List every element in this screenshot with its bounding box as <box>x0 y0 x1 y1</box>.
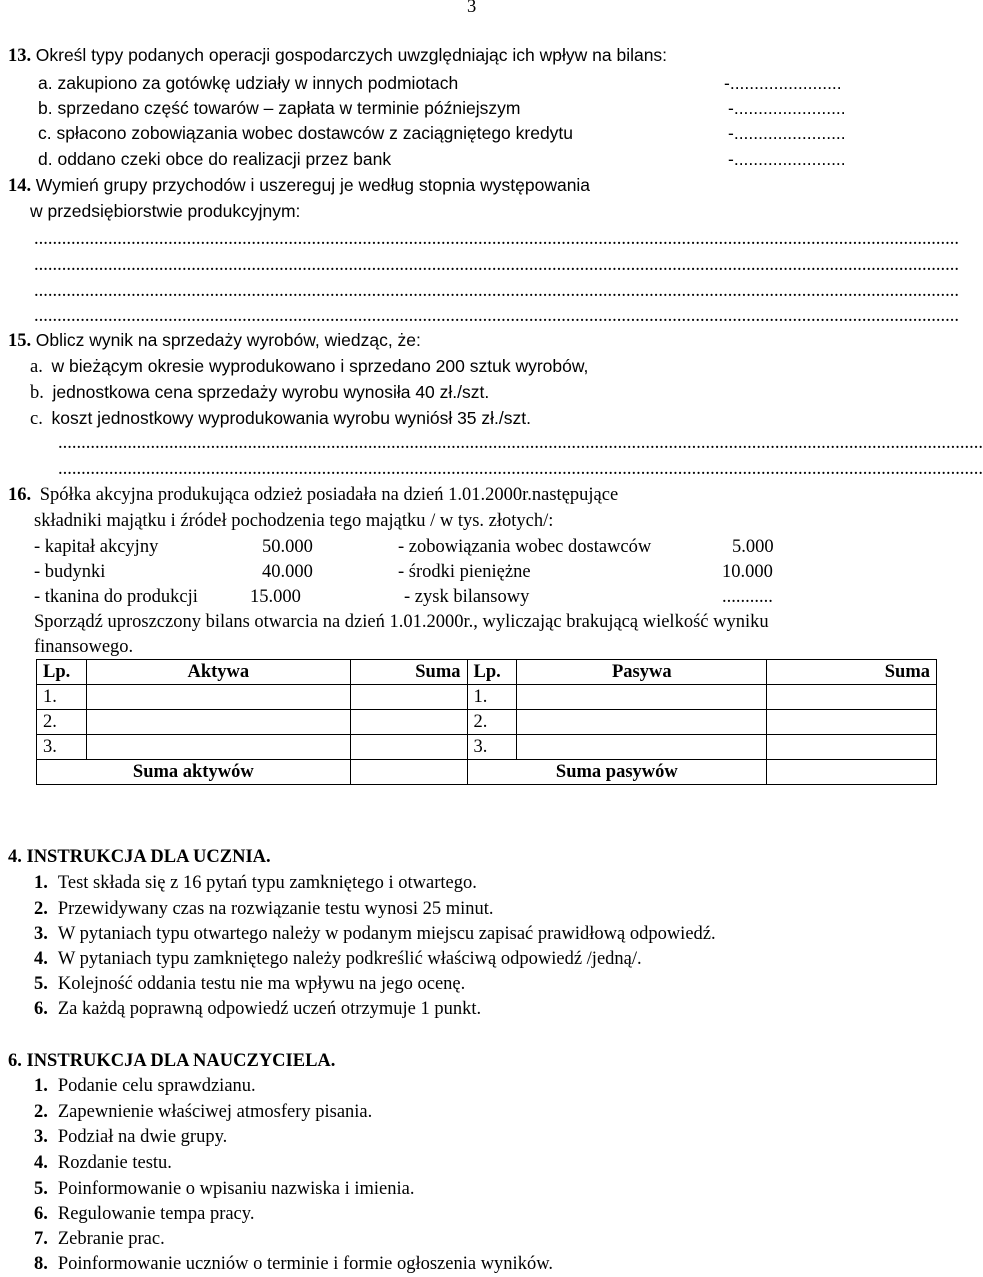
asset-item-label: - budynki <box>34 562 106 582</box>
answer-line: ........................................................................................................................................................................................................ <box>34 306 959 326</box>
header-liabilities: Pasywa <box>517 660 767 685</box>
q13-answer-a: -....................... <box>724 73 842 93</box>
item-number: 3. <box>34 1127 48 1147</box>
item-text: jednostkowa cena sprzedaży wyrobu wynosiła 40 zł./szt. <box>52 382 490 402</box>
item-letter: c. <box>30 409 43 429</box>
table-cell: 2. <box>467 710 517 735</box>
asset-item-label: - kapitał akcyjny <box>34 537 159 557</box>
instruction-item <box>34 1124 227 1150</box>
table-cell: 2. <box>37 710 87 735</box>
table-cell: 1. <box>37 685 87 710</box>
table-row <box>37 735 937 760</box>
table-cell[interactable] <box>767 735 937 760</box>
asset-item-value: 50.000 <box>262 537 313 557</box>
item-number: 5. <box>34 1179 48 1199</box>
header-sum: Suma <box>350 660 467 685</box>
table-row <box>37 710 937 735</box>
instruction-item <box>34 1073 256 1099</box>
item-number: 7. <box>34 1229 48 1249</box>
table-cell[interactable] <box>86 685 350 710</box>
item-number: 1. <box>34 1076 48 1096</box>
question-number: 14. <box>8 176 32 196</box>
table-cell[interactable] <box>350 710 467 735</box>
item-text: W pytaniach typu zamkniętego należy podkreślić właściwą odpowiedź /jedną/. <box>57 949 642 969</box>
table-cell[interactable] <box>517 735 767 760</box>
question-16 <box>8 482 618 508</box>
item-number: 8. <box>34 1254 48 1274</box>
asset-item-value: 40.000 <box>262 562 313 582</box>
instruction-item <box>34 1099 372 1125</box>
table-cell[interactable] <box>86 710 350 735</box>
q13-item-a: a. zakupiono za gotówkę udziały w innych podmiotach <box>38 73 459 93</box>
table-cell: 1. <box>467 685 517 710</box>
answer-line: ........................................................................................................................................................................................................ <box>34 281 959 301</box>
answer-line: ........................................................................................................................................................................................................ <box>58 433 983 453</box>
section-4-title: 4. INSTRUKCJA DLA UCZNIA. <box>8 847 271 867</box>
item-text: Poinformowanie uczniów o terminie i formie ogłoszenia wyników. <box>57 1254 553 1274</box>
header-sum: Suma <box>767 660 937 685</box>
q13-item-b: b. sprzedano część towarów – zapłata w terminie późniejszym <box>38 98 521 118</box>
item-text: w bieżącym okresie wyprodukowano i sprzedano 200 sztuk wyrobów, <box>51 356 589 376</box>
instruction-item <box>34 971 465 997</box>
answer-line: ........................................................................................................................................................................................................ <box>58 459 983 479</box>
item-text: Kolejność oddania testu nie ma wpływu na jego ocenę. <box>57 974 466 994</box>
table-cell[interactable] <box>86 735 350 760</box>
liability-item-value: 5.000 <box>732 537 774 557</box>
instruction-item <box>34 921 716 947</box>
q13-item-c: c. spłacono zobowiązania wobec dostawców z zaciągniętego kredytu <box>38 123 574 143</box>
item-text: koszt jednostkowy wyprodukowania wyrobu wyniósł 35 zł./szt. <box>51 408 531 428</box>
item-text: Rozdanie testu. <box>57 1153 172 1173</box>
header-lp: Lp. <box>37 660 87 685</box>
liability-item-value: ........... <box>722 587 773 607</box>
sum-assets-label: Suma aktywów <box>37 760 351 785</box>
item-text: Regulowanie tempa pracy. <box>57 1204 255 1224</box>
balance-table <box>36 659 937 785</box>
task-text-cont: finansowego. <box>34 637 134 657</box>
table-cell[interactable] <box>517 710 767 735</box>
item-text: Zapewnienie właściwej atmosfery pisania. <box>57 1102 373 1122</box>
item-number: 6. <box>34 1204 48 1224</box>
instruction-item <box>34 1251 553 1277</box>
q15-item-b <box>30 379 489 406</box>
item-number: 4. <box>34 1153 48 1173</box>
table-cell: 3. <box>467 735 517 760</box>
item-number: 6. <box>34 999 48 1019</box>
q13-answer-b: -....................... <box>728 98 846 118</box>
q13-item-d: d. oddano czeki obce do realizacji przez bank <box>38 149 392 169</box>
question-15 <box>8 327 421 354</box>
q13-answer-d: -....................... <box>728 149 846 169</box>
header-assets: Aktywa <box>86 660 350 685</box>
item-letter: a. <box>30 357 43 377</box>
instruction-item <box>34 946 642 972</box>
item-text: Za każdą poprawną odpowiedź uczeń otrzymuje 1 punkt. <box>57 999 482 1019</box>
sum-assets-value[interactable] <box>350 760 467 785</box>
instruction-item <box>34 1201 254 1227</box>
section-6-title: 6. INSTRUKCJA DLA NAUCZYCIELA. <box>8 1051 336 1071</box>
item-number: 4. <box>34 949 48 969</box>
table-cell: 3. <box>37 735 87 760</box>
question-13 <box>8 42 667 69</box>
table-cell[interactable] <box>767 685 937 710</box>
q15-item-a <box>30 353 588 380</box>
sum-liabilities-value[interactable] <box>767 760 937 785</box>
table-header-row <box>37 660 937 685</box>
asset-item-value: 15.000 <box>250 587 301 607</box>
question-text-cont: składniki majątku i źródeł pochodzenia tego majątku / w tys. złotych/: <box>34 511 554 531</box>
item-text: Podanie celu sprawdzianu. <box>57 1076 256 1096</box>
item-text: Przewidywany czas na rozwiązanie testu wynosi 25 minut. <box>57 899 494 919</box>
table-cell[interactable] <box>767 710 937 735</box>
table-cell[interactable] <box>517 685 767 710</box>
table-cell[interactable] <box>350 735 467 760</box>
question-number: 13. <box>8 46 32 66</box>
item-number: 5. <box>34 974 48 994</box>
question-text: Spółka akcyjna produkująca odzież posiadała na dzień 1.01.2000r.następujące <box>39 485 619 505</box>
page-number: 3 <box>467 0 477 17</box>
question-text: Oblicz wynik na sprzedaży wyrobów, wiedząc, że: <box>35 330 421 350</box>
item-number: 2. <box>34 1102 48 1122</box>
table-sum-row <box>37 760 937 785</box>
question-number: 15. <box>8 331 32 351</box>
item-number: 1. <box>34 873 48 893</box>
q15-item-c <box>30 405 531 432</box>
liability-item-label: - środki pieniężne <box>398 562 531 582</box>
instruction-item <box>34 1150 172 1176</box>
item-number: 2. <box>34 899 48 919</box>
item-text: W pytaniach typu otwartego należy w podanym miejscu zapisać prawidłową odpowiedź. <box>57 924 716 944</box>
answer-line: ........................................................................................................................................................................................................ <box>34 229 959 249</box>
asset-item-label: - tkanina do produkcji <box>34 587 198 607</box>
item-text: Test składa się z 16 pytań typu zamkniętego i otwartego. <box>57 873 477 893</box>
instruction-item <box>34 996 481 1022</box>
header-lp: Lp. <box>467 660 517 685</box>
item-text: Zebranie prac. <box>57 1229 165 1249</box>
question-number: 16. <box>8 485 32 505</box>
item-text: Podział na dwie grupy. <box>57 1127 228 1147</box>
liability-item-value: 10.000 <box>722 562 773 582</box>
liability-item-label: - zobowiązania wobec dostawców <box>398 537 652 557</box>
instruction-item <box>34 1176 414 1202</box>
table-row <box>37 685 937 710</box>
item-text: Poinformowanie o wpisaniu nazwiska i imienia. <box>57 1179 415 1199</box>
question-text: Określ typy podanych operacji gospodarczych uwzględniając ich wpływ na bilans: <box>35 45 668 65</box>
question-text: Wymień grupy przychodów i uszereguj je według stopnia występowania <box>35 175 591 195</box>
answer-line: ........................................................................................................................................................................................................ <box>34 255 959 275</box>
item-number: 3. <box>34 924 48 944</box>
q13-answer-c: -....................... <box>728 123 846 143</box>
question-text-cont: w przedsiębiorstwie produkcyjnym: <box>30 201 301 221</box>
sum-liabilities-label: Suma pasywów <box>467 760 767 785</box>
question-14 <box>8 172 590 199</box>
liability-item-label: - zysk bilansowy <box>404 587 530 607</box>
table-cell[interactable] <box>350 685 467 710</box>
item-letter: b. <box>30 383 44 403</box>
instruction-item <box>34 896 494 922</box>
instruction-item <box>34 1226 165 1252</box>
instruction-item <box>34 870 477 896</box>
task-text: Sporządź uproszczony bilans otwarcia na dzień 1.01.2000r., wyliczając brakującą wielkość wyniku <box>34 612 769 632</box>
